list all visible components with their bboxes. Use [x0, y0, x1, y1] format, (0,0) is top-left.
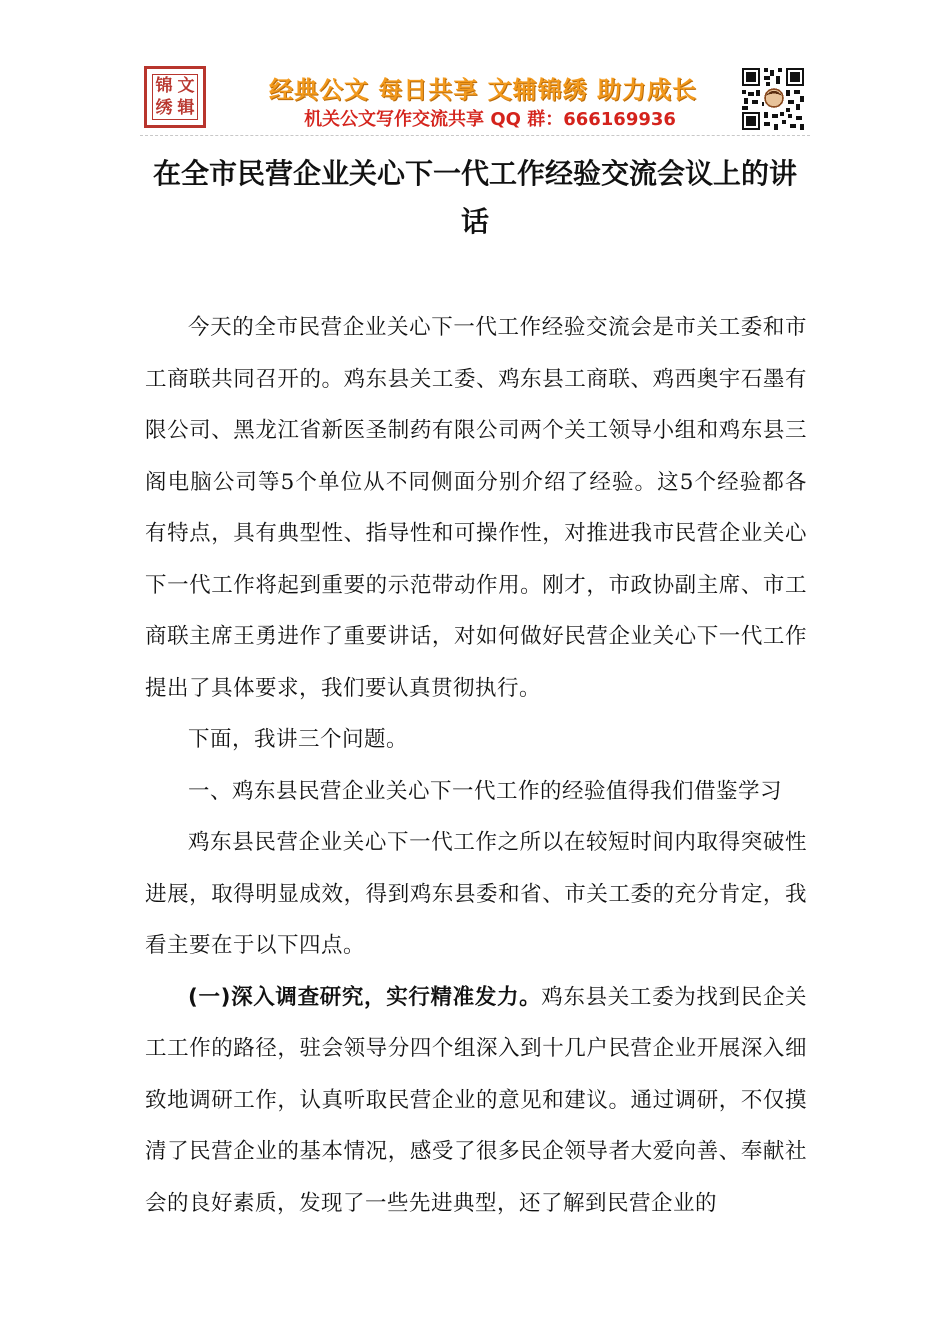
seal-char: 锦 — [155, 75, 173, 96]
document-title: 在全市民营企业关心下一代工作经验交流会议上的讲话 — [152, 157, 797, 238]
qr-code-icon — [740, 66, 806, 132]
header-slogan: 经典公文 每日共享 文辅锦绣 助力成长 — [268, 76, 698, 104]
paragraph: 今天的全市民营企业关心下一代工作经验交流会是市关工委和市工商联共同召开的。鸡东县关工委、鸡东县工商联、鸡西奥宇石墨有限公司、黑龙江省新医圣制药有限公司两个关工领导小组和鸡东县三阁电脑公司等5个单位从不同侧面分别介绍了经验。这5个经验都各有特点，具有典型性、指导性和可操作性，对推进我市民营企业关心下一代工作将起到重要的示范带动作用。刚才，市政协副主席、市工商联主席王勇进作了重要讲话，对如何做好民营企业关心下一代工作提出了具体要求，我们要认真贯彻执行。 — [145, 315, 807, 701]
seal-char: 辑 — [177, 97, 195, 118]
paragraph-point — [145, 972, 807, 1230]
seal-char: 绣 — [155, 97, 173, 118]
section-heading: 一、鸡东县民营企业关心下一代工作的经验值得我们借鉴学习 — [188, 778, 783, 804]
paragraph: 鸡东县民营企业关心下一代工作之所以在较短时间内取得突破性进展，取得明显成效，得到鸡东县委和省、市关工委的充分肯定，我看主要在于以下四点。 — [145, 830, 807, 958]
seal-char: 文 — [177, 75, 195, 96]
seal-logo — [144, 66, 206, 128]
paragraph: 下面，我讲三个问题。 — [188, 727, 409, 752]
point-lead: (一)深入调查研究，实行精准发力。 — [188, 984, 542, 1010]
point-text: 鸡东县关工委为找到民企关工工作的路径，驻会领导分四个组深入到十几户民营企业开展深入细致地调研工作，认真听取民营企业的意见和建议。通过调研，不仅摸清了民营企业的基本情况，感受了很多民企领导者大爱向善、奉献社会的良好素质，发现了一些先进典型，还了解到民营企业的 — [145, 984, 807, 1216]
header-banner — [140, 64, 810, 134]
header-qq-group: 机关公文写作交流共享 QQ 群：666169936 — [304, 109, 676, 130]
header-divider — [140, 135, 810, 136]
document-body — [145, 302, 807, 1229]
